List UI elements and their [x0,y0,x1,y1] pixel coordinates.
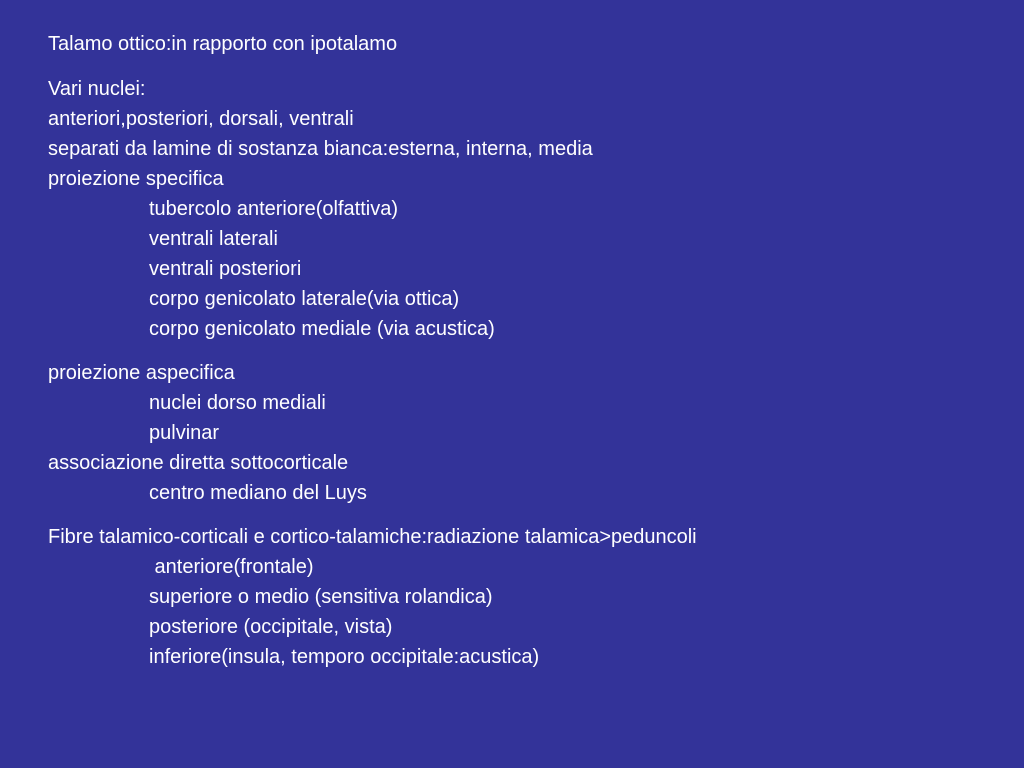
text-line-inferiore: inferiore(insula, temporo occipitale:acustica) [149,646,540,668]
text-line-dorso-mediali: nuclei dorso mediali [149,392,326,414]
text-line-vari-nuclei: Vari nuclei: [48,78,146,100]
text-line-proiezione-specifica: proiezione specifica [48,168,224,190]
text-line-superiore: superiore o medio (sensitiva rolandica) [149,586,493,608]
text-line-genicolato-mediale: corpo genicolato mediale (via acustica) [149,318,495,340]
text-line-title: Talamo ottico:in rapporto con ipotalamo [48,33,398,55]
text-line-fibre: Fibre talamico-corticali e cortico-talamiche:radiazione talamica>peduncoli [48,526,697,548]
slide-body-text [48,29,1008,672]
text-line-proiezione-aspecifica: proiezione aspecifica [48,362,235,384]
text-line-tubercolo: tubercolo anteriore(olfattiva) [149,198,399,220]
text-line-pulvinar: pulvinar [149,422,220,444]
text-line-anteriore: anteriore(frontale) [149,556,314,578]
text-line-centro-mediano: centro mediano del Luys [149,482,367,504]
text-line-nuclei-types: anteriori,posteriori, dorsali, ventrali [48,108,354,130]
text-line-ventrali-laterali: ventrali laterali [149,228,278,250]
text-line-genicolato-laterale: corpo genicolato laterale(via ottica) [149,288,460,310]
text-line-lamine: separati da lamine di sostanza bianca:esterna, interna, media [48,138,593,160]
text-line-associazione: associazione diretta sottocorticale [48,452,349,474]
text-line-posteriore: posteriore (occipitale, vista) [149,616,393,638]
text-line-ventrali-posteriori: ventrali posteriori [149,258,302,280]
